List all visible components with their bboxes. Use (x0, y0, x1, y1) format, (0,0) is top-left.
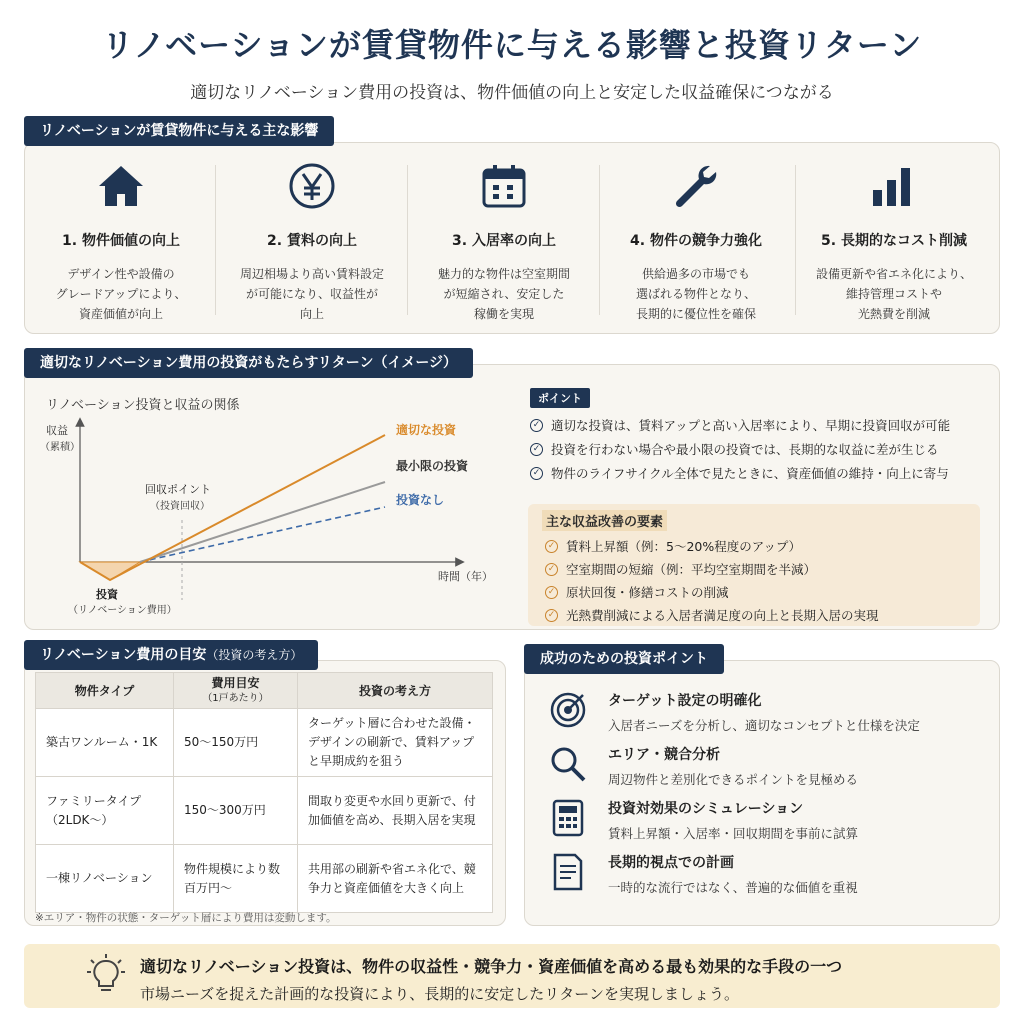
table-row: ファミリータイプ（2LDK〜） 150〜300万円 間取り変更や水回り更新で、付加価値を高め、長期入居を実現 (36, 777, 493, 845)
table-row: 一棟リノベーション 物件規模により数百万円〜 共用部の刷新や省エネ化で、競争力と資産価値を大きく向上 (36, 845, 493, 913)
search-icon (548, 744, 588, 784)
factor-item: ✓ 光熱費削減による入居者満足度の向上と長期入居の実現 (545, 606, 879, 624)
target-icon (548, 690, 588, 730)
returns-heading: 適切なリノベーション費用の投資がもたらすリターン（イメージ） (24, 348, 473, 378)
impact-item-occupancy: 3. 入居率の向上 魅力的な物件は空室期間 が短縮され、安定した 稼働を実現 (409, 162, 599, 324)
success-item: 長期的視点での計画 一時的な流行ではなく、普遍的な価値を重視 (548, 852, 858, 896)
col-header-idea: 投資の考え方 (298, 673, 493, 709)
success-item: エリア・競合分析 周辺物件と差別化できるポイントを見極める (548, 744, 858, 788)
point-item: ✓ 投資を行わない場合や最小限の投資では、長期的な収益に差が生じる (530, 440, 939, 458)
factors-heading: 主な収益改善の要素 (542, 510, 667, 531)
bar-chart-icon (799, 162, 989, 210)
invest-label: 投資 (96, 588, 118, 601)
document-icon (548, 852, 588, 892)
factor-item: ✓ 空室期間の短縮（例：平均空室期間を半減） (545, 560, 816, 578)
col-header-type: 物件タイプ (36, 673, 174, 709)
footer-main-text: 適切なリノベーション投資は、物件の収益性・競争力・資産価値を高める最も効果的な手段の一つ (140, 957, 843, 976)
success-item: 投資対効果のシミュレーション 賃料上昇額・入居率・回収期間を事前に試算 (548, 798, 858, 842)
series-label-minimal: 最小限の投資 (396, 459, 469, 473)
calculator-icon (548, 798, 588, 838)
wrench-icon (601, 162, 791, 210)
house-icon (26, 162, 216, 210)
calendar-icon (409, 162, 599, 210)
impact-item-value: 1. 物件価値の向上 デザイン性や設備の グレードアップにより、 資産価値が向上 (26, 162, 216, 324)
lightbulb-icon (86, 953, 126, 997)
check-icon: ✓ (545, 586, 558, 599)
x-axis-label: 時間（年） (438, 570, 493, 583)
point-item: ✓ 物件のライフサイクル全体で見たときに、資産価値の維持・向上に寄与 (530, 464, 949, 482)
payback-sublabel: （投資回収） (150, 501, 210, 512)
y-axis-label: 収益 (46, 424, 68, 437)
invest-sublabel: （リノベーション費用） (68, 605, 177, 616)
points-badge: ポイント (530, 388, 590, 408)
check-icon: ✓ (530, 419, 543, 432)
point-item: ✓ 適切な投資は、賃料アップと高い入居率により、早期に投資回収が可能 (530, 416, 950, 434)
factor-item: ✓ 原状回復・修繕コストの削減 (545, 583, 729, 601)
return-chart (40, 400, 520, 630)
series-label-optimal: 適切な投資 (396, 423, 457, 437)
table-row: 築古ワンルーム・1K 50〜150万円 ターゲット層に合わせた設備・デザインの刷新で、賃料アップと早期成約を狙う (36, 709, 493, 777)
page-title: リノベーションが賃貸物件に与える影響と投資リターン (101, 26, 923, 64)
impact-item-competitiveness: 4. 物件の競争力強化 供給過多の市場でも 選ばれる物件となり、 長期的に優位性を確保 (601, 162, 791, 324)
col-header-cost: 費用目安 （1戸あたり） (174, 673, 298, 709)
series-label-none: 投資なし (396, 493, 445, 507)
series-line-optimal (80, 435, 385, 580)
cost-note: ※エリア・物件の状態・ターゲット層により費用は変動します。 (35, 912, 337, 924)
impact-item-rent: 2. 賃料の向上 周辺相場より高い賃料設定 が可能になり、収益性が 向上 (217, 162, 407, 324)
impacts-heading: リノベーションが賃貸物件に与える主な影響 (24, 116, 334, 146)
cost-table (35, 672, 493, 913)
footer-sub-text: 市場ニーズを捉えた計画的な投資により、長期的に安定したリターンを実現しましょう。 (140, 985, 739, 1003)
y-axis-sublabel: （累積） (40, 442, 80, 453)
chart-title: リノベーション投資と収益の関係 (46, 398, 240, 413)
check-icon: ✓ (545, 609, 558, 622)
success-heading: 成功のための投資ポイント (524, 644, 724, 674)
yen-icon (217, 162, 407, 210)
check-icon: ✓ (545, 563, 558, 576)
investment-area (80, 562, 140, 580)
factor-item: ✓ 賃料上昇額（例：5〜20%程度のアップ） (545, 537, 801, 555)
impact-item-cost: 5. 長期的なコスト削減 設備更新や省エネ化により、 維持管理コストや 光熱費を削減 (799, 162, 989, 324)
success-item: ターゲット設定の明確化 入居者ニーズを分析し、適切なコンセプトと仕様を決定 (548, 690, 920, 734)
check-icon: ✓ (530, 467, 543, 480)
check-icon: ✓ (530, 443, 543, 456)
page-subtitle: 適切なリノベーション費用の投資は、物件価値の向上と安定した収益確保につながる (190, 83, 834, 103)
series-line-none (140, 507, 385, 562)
costs-heading: リノベーション費用の目安（投資の考え方） (24, 640, 318, 670)
check-icon: ✓ (545, 540, 558, 553)
payback-label: 回収ポイント (145, 483, 211, 496)
